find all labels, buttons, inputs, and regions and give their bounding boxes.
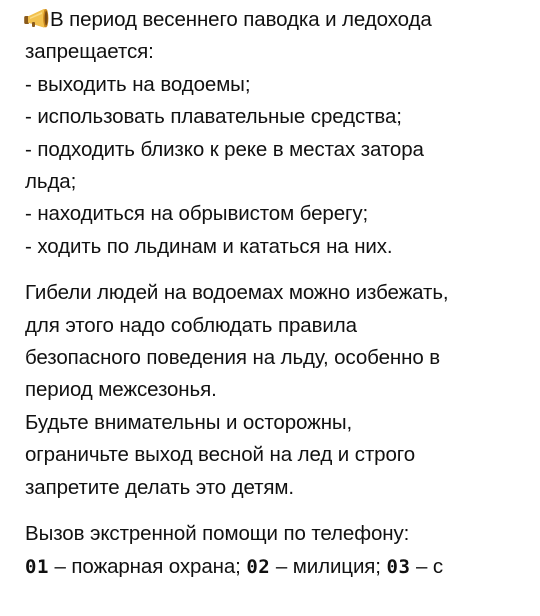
emergency-label: милиция;: [292, 554, 381, 578]
advice-line: запретите делать это детям.: [25, 475, 295, 499]
emergency-number: 02: [246, 555, 271, 578]
warning-line: - выходить на водоемы;: [25, 72, 251, 96]
advice-line: Будьте внимательны и осторожны,: [25, 410, 353, 434]
post-content: [25, 4, 535, 583]
advice-line: период межсезонья.: [25, 378, 217, 402]
megaphone-icon: [23, 7, 50, 29]
warning-paragraph: [25, 4, 535, 263]
warning-line: - находиться на обрывистом берегу;: [25, 202, 369, 226]
emergency-dash: –: [48, 554, 72, 578]
advice-line: безопасного поведения на льду, особенно в: [25, 346, 441, 370]
emergency-paragraph: [25, 518, 535, 583]
emergency-label: с: [432, 554, 444, 578]
emergency-number: 03: [386, 555, 411, 578]
advice-line: ограничьте выход весной на лед и строго: [25, 443, 416, 467]
emergency-dash: –: [410, 554, 433, 578]
advice-paragraph: [25, 277, 535, 504]
warning-line: - использовать плавательные средства;: [25, 105, 402, 129]
advice-line: Гибели людей на водоемах можно избежать,: [25, 281, 449, 305]
emergency-numbers-line: [25, 551, 535, 583]
emergency-dash: –: [270, 554, 293, 578]
warning-line-first: [25, 4, 535, 36]
warning-line: - подходить близко к реке в местах затора: [25, 137, 424, 161]
warning-line: льда;: [25, 170, 77, 194]
emergency-number: 01: [25, 555, 49, 578]
emergency-label: пожарная охрана;: [71, 554, 241, 578]
warning-line: В период весеннего паводка и ледохода: [50, 8, 432, 31]
emergency-heading: Вызов экстренной помощи по телефону:: [25, 522, 410, 546]
advice-line: для этого надо соблюдать правила: [25, 313, 357, 337]
warning-line: запрещается:: [25, 40, 154, 64]
warning-line: - ходить по льдинам и кататься на них.: [25, 234, 393, 258]
